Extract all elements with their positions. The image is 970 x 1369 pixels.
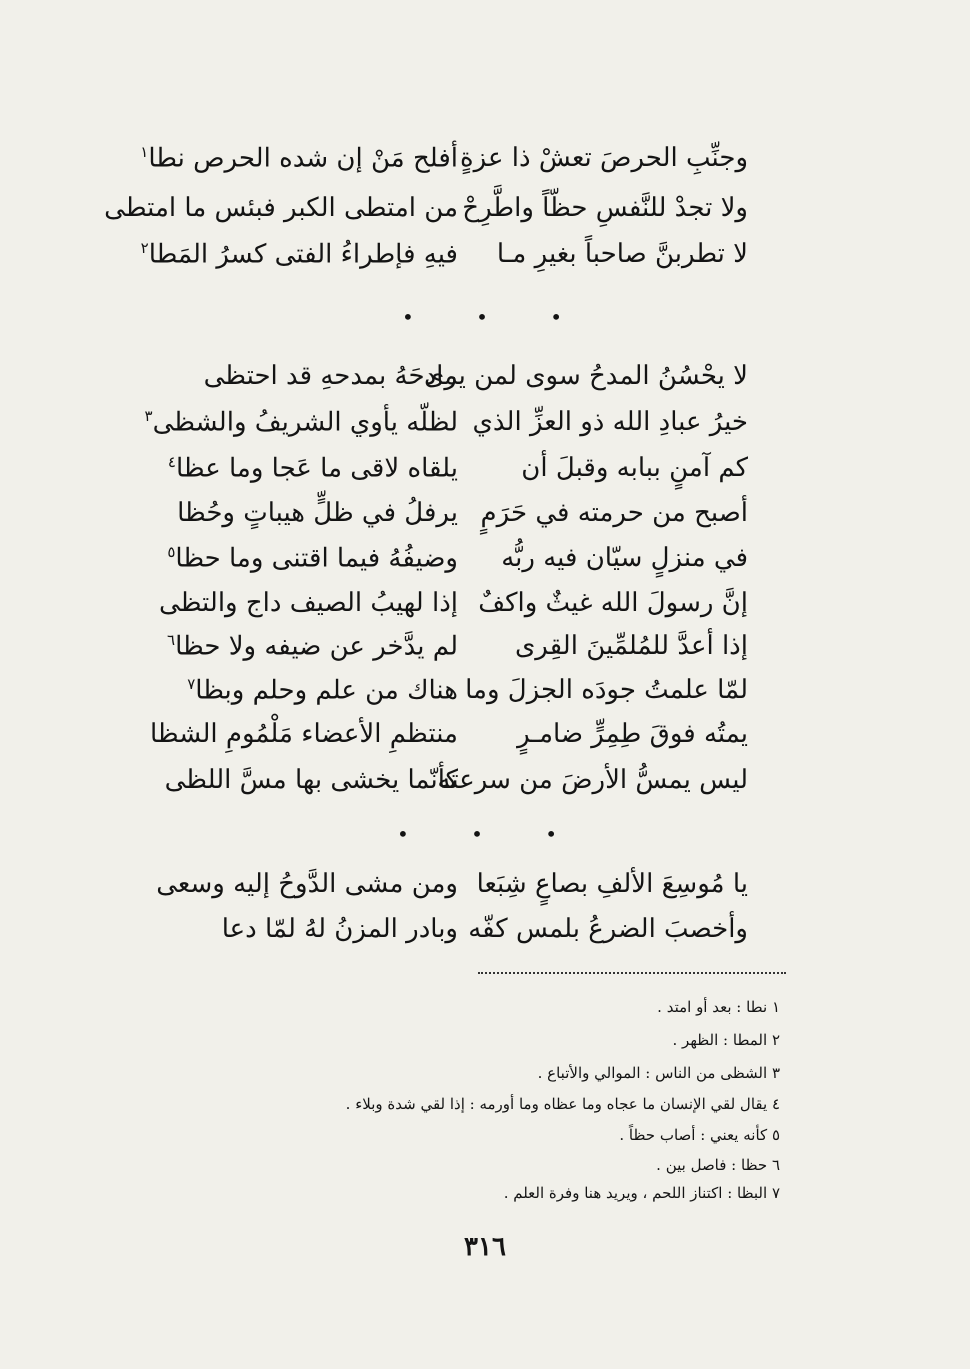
footnote-ref: ٣ xyxy=(144,407,153,425)
footnote-3: ٣ الشظى من الناس : الموالي والأتباع . xyxy=(537,1064,780,1082)
hemistich-first: لا يحْسُنُ المدحُ سوى لمن يرى xyxy=(423,361,748,391)
hemistich-second: يرفلُ في ظلٍّ هيباتٍ وحُظا xyxy=(177,498,458,528)
hemistich-second: كأنّما يخشى بها مسَّ اللظى xyxy=(164,765,458,795)
hemistich-first: إنَّ رسولَ الله غيثٌ واكفٌ xyxy=(478,588,748,618)
hemistich-first: ليس يمسُّ الأرضَ من سرعته xyxy=(437,765,748,795)
hemistich-second: وضيفُهُ فيما اقتنى وما حظا$^٥$ xyxy=(167,543,458,574)
hemistich-second: من امتطى الكبر فبئس ما امتطى xyxy=(104,193,458,223)
hemistich-second: ومن مشى الدَّوحُ إليه وسعى xyxy=(156,869,458,899)
hemistich-second: فيهِ فإطراءُ الفتى كسرُ المَطا$^٢$ xyxy=(140,239,458,270)
footnote-ref: ٧ xyxy=(187,675,196,693)
hemistich-first: يا مُوسِعَ الألفِ بصاعٍ شِبَعا xyxy=(476,869,748,899)
hemistich-first: وجنِّبِ الحرصَ تعشْ ذا عزةٍ xyxy=(460,143,748,173)
page-number: ٣١٦ xyxy=(464,1232,506,1262)
section-separator: • • • xyxy=(397,822,586,846)
footnote-ref: ٥ xyxy=(167,543,176,561)
hemistich-first: إذا أعدَّ للمُلمِّينَ القِرى xyxy=(514,631,748,661)
hemistich-first: لا تطربنَّ صاحباً بغيرِ مـا xyxy=(496,239,748,269)
footnote-7: ٧ البظا : اكتناز اللحم ، ويريد هنا وفرة العلم . xyxy=(503,1184,780,1202)
section-separator: • • • xyxy=(402,305,591,329)
hemistich-first: خيرُ عبادِ الله ذو العزِّ الذي xyxy=(472,407,748,437)
footnote-ref: ١ xyxy=(140,143,149,161)
footnote-ref: ٦ xyxy=(167,631,176,649)
hemistich-second: لم يدَّخر عن ضيفه ولا حظا$^٦$ xyxy=(167,631,458,662)
hemistich-second: منتظمِ الأعضاء مَلْمُومِ الشظا xyxy=(150,719,458,749)
footnote-2: ٢ المطا : الظهر . xyxy=(672,1031,780,1049)
footnote-1: ١ نطا : بعد أو امتد . xyxy=(657,998,780,1016)
footnote-divider xyxy=(478,972,786,974)
hemistich-first: وأخصبَ الضرعُ بلمس كفّه xyxy=(468,914,748,944)
hemistich-second: لظلّه يأوي الشريفُ والشظى$^٣$ xyxy=(144,407,458,438)
footnote-5: ٥ كأنه يعني : أصاب حظاً . xyxy=(619,1126,780,1144)
hemistich-first: ولا تجدْ للنَّفسِ حظّاً واطَّرِحْ xyxy=(462,193,748,223)
footnote-6: ٦ حظا : فاصل بين . xyxy=(656,1156,780,1174)
hemistich-first: لمّا علمتُ جودَه الجزلَ وما xyxy=(465,675,748,705)
hemistich-second: أفلح مَنْ إن شده الحرص نطا$^١$ xyxy=(140,143,458,174)
footnote-ref: ٢ xyxy=(140,239,149,257)
hemistich-first: يمتُه فوقَ طِمِرٍّ ضامـرٍ xyxy=(517,719,748,749)
footnote-ref: ٤ xyxy=(167,453,176,471)
hemistich-second: هناك من علم وحلم وبظا$^٧$ xyxy=(187,675,458,706)
footnote-4: ٤ يقال لقي الإنسان ما عجاه وما عظاه وما أورمه : إذا لقي شدة وبلاء . xyxy=(345,1095,780,1113)
hemistich-first: كم آمنٍ ببابه وقبلَ أن xyxy=(521,453,748,483)
hemistich-first: أصبح من حرمته في حَرَمٍ xyxy=(480,498,748,528)
hemistich-second: وبادر المزنُ لهُ لمّا دعا xyxy=(221,914,458,944)
hemistich-second: إذا لهيبُ الصيف داج والتظى xyxy=(159,588,458,618)
hemistich-second: يلقاه لاقى ما عَجا وما عظا$^٤$ xyxy=(167,453,458,484)
hemistich-first: في منزلٍ سيّان فيه ربُّه xyxy=(501,543,748,573)
hemistich-second: مادحَهُ بمدحهِ قد احتظى xyxy=(203,361,458,391)
